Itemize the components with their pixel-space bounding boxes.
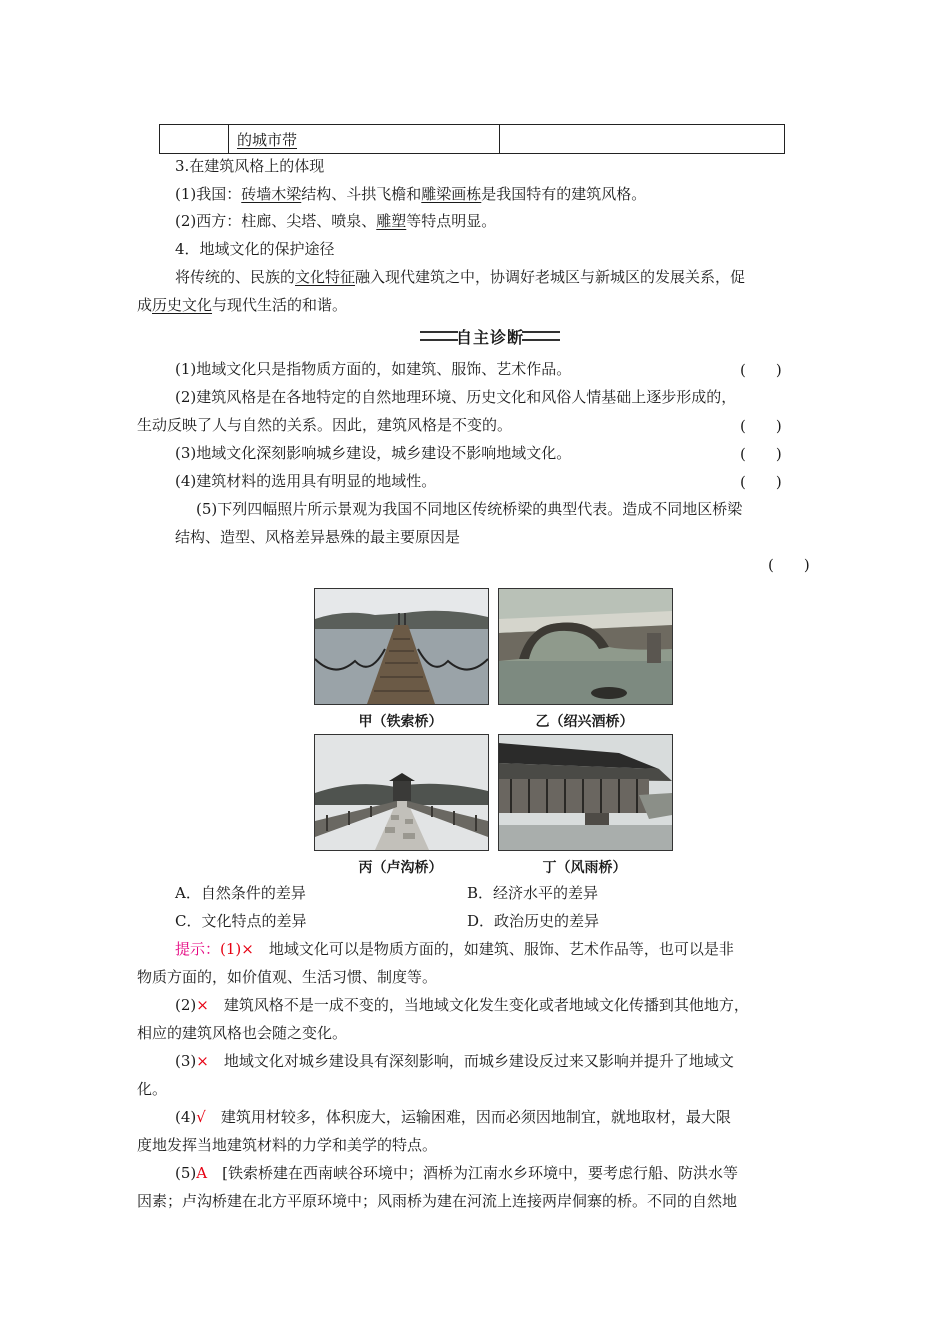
table-cell (229, 125, 500, 154)
table-cell (160, 125, 229, 154)
paragraph: (2)西方：柱廊、尖塔、喷泉、雕塑等特点明显。 (175, 212, 497, 230)
photo-caption: 乙（绍兴酒桥） (535, 714, 634, 730)
question-5-cont: 结构、造型、风格差异悬殊的最主要原因是 (175, 528, 461, 546)
option-c: C．文化特点的差异 (175, 912, 307, 930)
answer-mark: √ (196, 1108, 206, 1126)
question-3: (3)地域文化深刻影响城乡建设，城乡建设不影响地域文化。 (175, 444, 572, 462)
paragraph: (1)我国：砖墙木梁结构、斗拱飞檐和雕梁画栋是我国特有的建筑风格。 (175, 185, 647, 203)
section-title: 3.在建筑风格上的体现 (175, 157, 325, 175)
photo-caption: 丁（风雨桥） (542, 860, 627, 876)
table-cell (500, 125, 785, 154)
photo-iron-chain-bridge (314, 588, 489, 705)
answer-5: (5)A [铁索桥建在西南峡谷环境中；酒桥为江南水乡环境中，要考虑行船、防洪水等 (175, 1164, 738, 1182)
hint-label: 提示： (175, 940, 221, 958)
photo-caption: 丙（卢沟桥） (358, 860, 443, 876)
question-5: (5)下列四幅照片所示景观为我国不同地区传统桥梁的典型代表。造成不同地区桥梁 (196, 500, 743, 518)
answer-3: (3)× 地域文化对城乡建设具有深刻影响，而城乡建设反过来又影响并提升了地域文 (175, 1052, 734, 1070)
answer-blank: ( ) (740, 417, 782, 435)
answer-blank: ( ) (740, 445, 782, 463)
photo-wine-bridge (498, 588, 673, 705)
answer-mark: × (196, 996, 209, 1014)
question-2: (2)建筑风格是在各地特定的自然地理环境、历史文化和风俗人情基础上逐步形成的， (175, 388, 737, 406)
answer-4: (4)√ 建筑用材较多，体积庞大，运输困难，因而必须因地制宜，就地取材，最大限 (175, 1108, 731, 1126)
question-4: (4)建筑材料的选用具有明显的地域性。 (175, 472, 437, 490)
section-banner (420, 324, 560, 348)
option-b: B．经济水平的差异 (467, 884, 599, 902)
answer-blank: ( ) (768, 556, 810, 574)
photo-wind-rain-bridge (498, 734, 673, 851)
table-row (160, 125, 785, 154)
question-1: (1)地域文化只是指物质方面的，如建筑、服饰、艺术作品。 (175, 360, 572, 378)
answer-blank: ( ) (740, 361, 782, 379)
paragraph: 将传统的、民族的文化特征融入现代建筑之中，协调好老城区与新城区的发展关系，促 (175, 268, 746, 286)
answer-4-cont: 度地发挥当地建筑材料的力学和美学的特点。 (137, 1136, 438, 1154)
answer-1: 提示：(1)× 地域文化可以是物质方面的，如建筑、服饰、艺术作品等，也可以是非 (175, 940, 734, 958)
section-title: 4．地域文化的保护途径 (175, 240, 335, 258)
content-table (159, 124, 785, 154)
answer-2-cont: 相应的建筑风格也会随之变化。 (137, 1024, 348, 1042)
answer-mark: (1)× (220, 940, 254, 958)
photo-lugou-bridge (314, 734, 489, 851)
option-d: D．政治历史的差异 (467, 912, 600, 930)
answer-mark: A (196, 1164, 208, 1182)
photo-caption: 甲（铁索桥） (358, 714, 443, 730)
answer-1-cont: 物质方面的，如价值观、生活习惯、制度等。 (137, 968, 438, 986)
paragraph: 成历史文化与现代生活的和谐。 (137, 296, 348, 314)
answer-5-cont: 因素；卢沟桥建在北方平原环境中；风雨桥为建在河流上连接两岸侗寨的桥。不同的自然地 (137, 1192, 738, 1210)
answer-blank: ( ) (740, 473, 782, 491)
answer-mark: × (196, 1052, 209, 1070)
option-a: A．自然条件的差异 (175, 884, 306, 902)
table-cell-text: 的城市带 (237, 130, 298, 149)
answer-2: (2)× 建筑风格不是一成不变的，当地域文化发生变化或者地域文化传播到其他地方， (175, 996, 749, 1014)
question-2-cont: 生动反映了人与自然的关系。因此，建筑风格是不变的。 (137, 416, 513, 434)
answer-3-cont: 化。 (137, 1080, 168, 1098)
banner-title: 自主诊断 (455, 328, 524, 347)
